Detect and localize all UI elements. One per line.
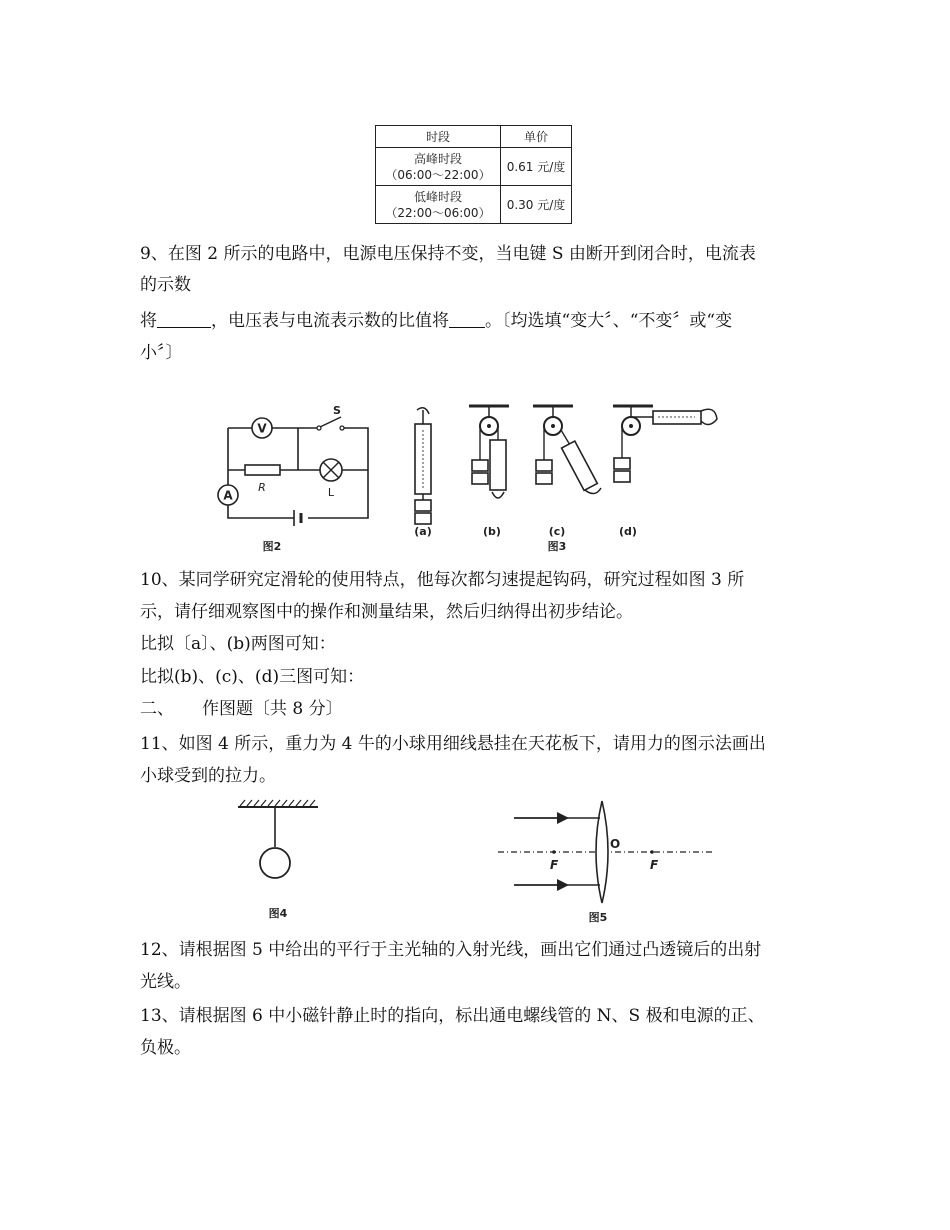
weight-icon xyxy=(415,513,431,524)
q10-line-4: 比拟(b)、(c)、(d)三图可知： xyxy=(140,667,365,687)
price-table-cell xyxy=(376,148,501,186)
resistor-icon xyxy=(245,465,280,475)
voltmeter-label: V xyxy=(257,421,267,436)
weight-icon xyxy=(415,500,431,511)
q10-line-1: 10、某同学研究定滑轮的使用特点，他每次都匀速提起钩码，研究过程如图 3 所 xyxy=(140,570,745,590)
figure-2-circuit xyxy=(200,400,380,555)
weight-icon xyxy=(614,471,630,482)
figure-5-convex-lens xyxy=(490,795,720,930)
figure-2-caption: 图2 xyxy=(262,540,282,553)
lamp-label: L xyxy=(327,486,335,499)
weight-icon xyxy=(536,460,552,471)
figure-3d xyxy=(613,406,717,538)
figure-4-hanging-ball xyxy=(230,795,330,925)
hand-icon xyxy=(492,492,504,498)
weight-icon xyxy=(472,473,488,484)
period-name: 低峰时段 xyxy=(413,189,462,204)
focus-label-left: F xyxy=(550,858,559,872)
q12-line-2: 光线。 xyxy=(140,972,191,992)
switch-contact xyxy=(340,426,344,430)
q11-line-2: 小球受到的拉力。 xyxy=(140,766,276,786)
period-name: 高峰时段 xyxy=(413,151,462,166)
answer-blank-2[interactable] xyxy=(449,309,485,328)
q13-line-2: 负极。 xyxy=(140,1038,191,1058)
period-range: （22:00～06:00） xyxy=(385,205,491,220)
convex-lens-icon xyxy=(596,801,608,903)
ammeter-label: A xyxy=(223,488,233,503)
focus-label-right: F xyxy=(650,858,659,872)
q9-text-a: 将 xyxy=(140,311,157,331)
figure-3-pulleys xyxy=(395,400,740,560)
figure-3c-label: (c) xyxy=(548,525,566,538)
figure-3c xyxy=(533,406,601,538)
spring-scale-icon xyxy=(562,441,598,490)
spring-scale-icon xyxy=(653,411,701,424)
section-2-heading xyxy=(140,697,343,721)
figure-3d-label: (d) xyxy=(619,525,637,538)
weight-icon xyxy=(536,473,552,484)
figure-3a-label: (a) xyxy=(414,525,432,538)
ball-icon xyxy=(260,848,290,878)
figure-3a xyxy=(414,408,431,538)
price-table-header: 时段 xyxy=(376,126,501,148)
focus-point xyxy=(552,850,556,854)
answer-blank-1[interactable] xyxy=(157,309,211,328)
q9-text-b: ，电压表与电流表示数的比值将 xyxy=(211,311,449,331)
q12-line-1: 12、请根据图 5 中给出的平行于主光轴的入射光线，画出它们通过凸透镜后的出射 xyxy=(140,940,762,960)
q10-line-3: 比拟〔a〕、(b)两图可知： xyxy=(140,634,336,654)
weight-icon xyxy=(614,458,630,469)
circuit-wire xyxy=(228,503,294,518)
price-table-cell: 0.30 元/度 xyxy=(501,186,572,224)
weight-icon xyxy=(472,460,488,471)
figure-4-caption: 图4 xyxy=(268,907,288,920)
section-number: 二、 xyxy=(140,699,174,719)
q9-text-c: 。〔均选填“变大〞、“不变〞或“变 xyxy=(485,311,733,331)
period-range: （06:00～22:00） xyxy=(385,167,491,182)
section-title: 作图题〔共 8 分〕 xyxy=(202,699,343,719)
q9-line-3 xyxy=(140,309,732,333)
q9-line-4: 小〞〕 xyxy=(140,343,183,363)
figure-5-caption: 图5 xyxy=(588,911,608,924)
q11-line-1: 11、如图 4 所示，重力为 4 牛的小球用细线悬挂在天花板下，请用力的图示法画出 xyxy=(140,734,766,754)
q9-line-1: 9、在图 2 所示的电路中，电源电压保持不变，当电键 S 由断开到闭合时，电流表 xyxy=(140,244,756,264)
price-table-cell: 0.61 元/度 xyxy=(501,148,572,186)
figure-3b-label: (b) xyxy=(483,525,501,538)
q10-line-2: 示，请仔细观察图中的操作和测量结果，然后归纳得出初步结论。 xyxy=(140,602,633,622)
resistor-label: R xyxy=(258,481,266,494)
spring-scale-icon xyxy=(490,440,506,490)
optical-center-label: O xyxy=(610,837,621,851)
switch-label: S xyxy=(333,404,341,417)
switch-blade xyxy=(320,417,341,427)
price-table-header: 单价 xyxy=(501,126,572,148)
price-table xyxy=(375,125,572,224)
q13-line-1: 13、请根据图 6 中小磁针静止时的指向，标出通电螺线管的 N、S 极和电源的正、 xyxy=(140,1006,765,1026)
figure-3-caption: 图3 xyxy=(547,540,567,553)
q9-line-2: 的示数 xyxy=(140,275,191,295)
hand-icon xyxy=(701,409,717,424)
price-table-cell xyxy=(376,186,501,224)
figure-3b xyxy=(469,406,509,538)
focus-point xyxy=(650,850,654,854)
